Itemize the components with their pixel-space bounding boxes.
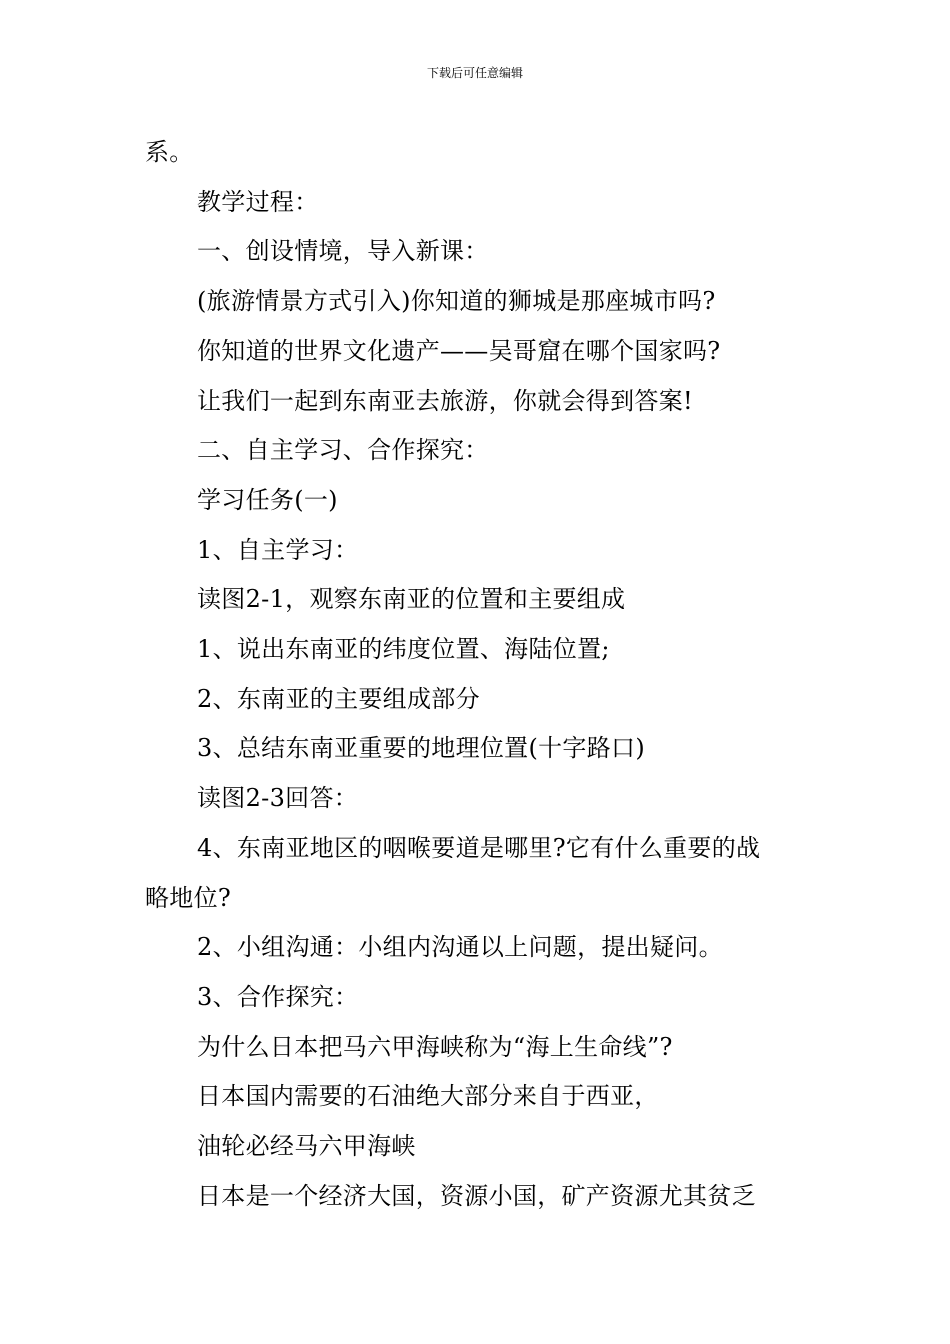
text-line: 2、东南亚的主要组成部分 xyxy=(197,684,480,713)
text-line: 1、自主学习： xyxy=(197,535,359,564)
text-line: 日本是一个经济大国，资源小国，矿产资源尤其贫乏 xyxy=(197,1181,756,1210)
text-line: 二、自主学习、合作探究： xyxy=(197,436,489,465)
text-line: 你知道的世界文化遗产——吴哥窟在哪个国家吗? xyxy=(197,336,721,365)
text-line: 油轮必经马六甲海峡 xyxy=(197,1132,416,1161)
text-line: 系。 xyxy=(145,138,194,166)
text-line: 读图2-3回答： xyxy=(197,784,359,813)
text-line: 一、创设情境，导入新课： xyxy=(197,237,489,266)
text-line: 4、东南亚地区的咽喉要道是哪里?它有什么重要的战 xyxy=(197,833,761,862)
text-line: 让我们一起到东南亚去旅游，你就会得到答案! xyxy=(197,386,693,415)
text-line: 教学过程： xyxy=(197,187,319,216)
text-line: 读图2-1，观察东南亚的位置和主要组成 xyxy=(197,585,626,614)
text-line: 日本国内需要的石油绝大部分来自于西亚， xyxy=(197,1082,659,1111)
text-line: (旅游情景方式引入)你知道的狮城是那座城市吗? xyxy=(197,287,716,316)
page-header: 下载后可任意编辑 xyxy=(426,66,523,80)
text-line: 2、小组沟通：小组内沟通以上问题，提出疑问。 xyxy=(197,933,723,962)
text-line: 为什么日本把马六甲海峡称为“海上生命线”? xyxy=(197,1032,673,1061)
text-line: 学习任务(一) xyxy=(197,485,338,514)
text-line: 3、总结东南亚重要的地理位置(十字路口) xyxy=(197,734,645,763)
document-body xyxy=(145,128,815,1221)
text-line: 3、合作探究： xyxy=(197,982,359,1011)
text-line: 略地位? xyxy=(145,883,232,912)
text-line: 1、说出东南亚的纬度位置、海陆位置; xyxy=(197,635,610,664)
